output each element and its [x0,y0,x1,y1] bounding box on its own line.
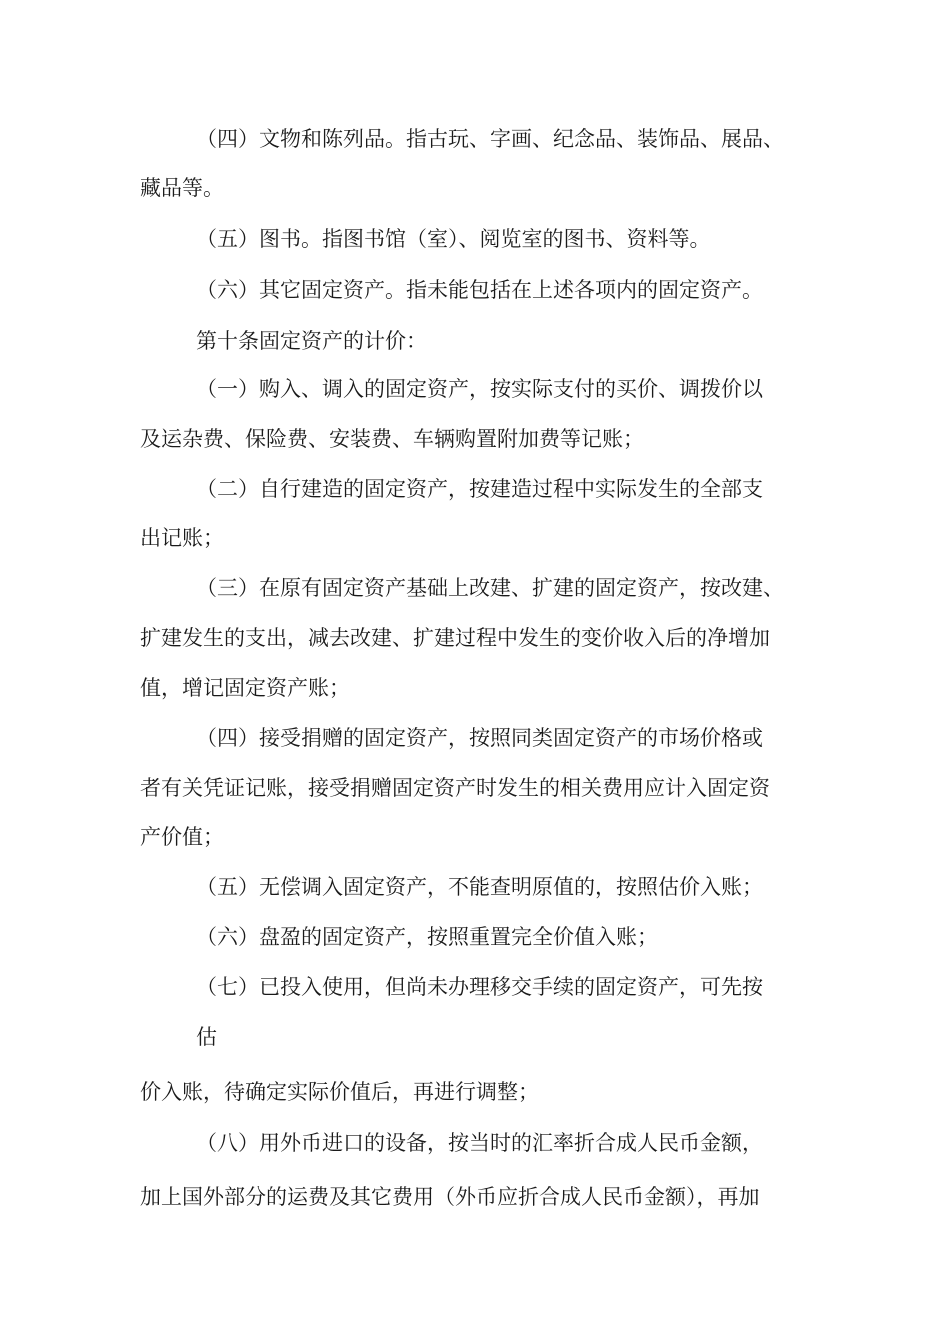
text-line: （五）图书。指图书馆（室）、阅览室的图书、资料等。 [196,227,711,251]
text-line: （四）文物和陈列品。指古玩、字画、纪念品、装饰品、展品、 [196,127,784,151]
text-line: 者有关凭证记账，接受捐赠固定资产时发生的相关费用应计入固定资 [140,776,770,800]
section-heading: 第十条固定资产的计价： [196,329,427,353]
text-line: 扩建发生的支出，减去改建、扩建过程中发生的变价收入后的净增加 [140,626,770,650]
text-line: 值，增记固定资产账； [140,676,350,700]
text-line: 藏品等。 [140,176,224,200]
text-line: （八）用外币进口的设备，按当时的汇率折合成人民币金额， [196,1131,763,1155]
text-line: 加上国外部分的运费及其它费用（外币应折合成人民币金额），再加 [140,1185,760,1209]
text-line: 价入账，待确定实际价值后，再进行调整； [140,1080,539,1104]
text-line: （六）其它固定资产。指未能包括在上述各项内的固定资产。 [196,278,763,302]
text-line: （六）盘盈的固定资产，按照重置完全价值入账； [196,925,658,949]
text-line: （五）无偿调入固定资产，不能查明原值的，按照估价入账； [196,875,763,899]
text-line: 产价值； [140,825,224,849]
text-line: （二）自行建造的固定资产，按建造过程中实际发生的全部支 [196,477,763,501]
text-line: （一）购入、调入的固定资产，按实际支付的买价、调拨价以 [196,377,763,401]
text-line: （七）已投入使用，但尚未办理移交手续的固定资产，可先按 [196,975,763,999]
text-line: （三）在原有固定资产基础上改建、扩建的固定资产，按改建、 [196,576,784,600]
text-line: 估 [196,1025,217,1049]
text-line: 出记账； [140,526,224,550]
text-line: （四）接受捐赠的固定资产，按照同类固定资产的市场价格或 [196,726,763,750]
text-line: 及运杂费、保险费、安装费、车辆购置附加费等记账； [140,427,644,451]
